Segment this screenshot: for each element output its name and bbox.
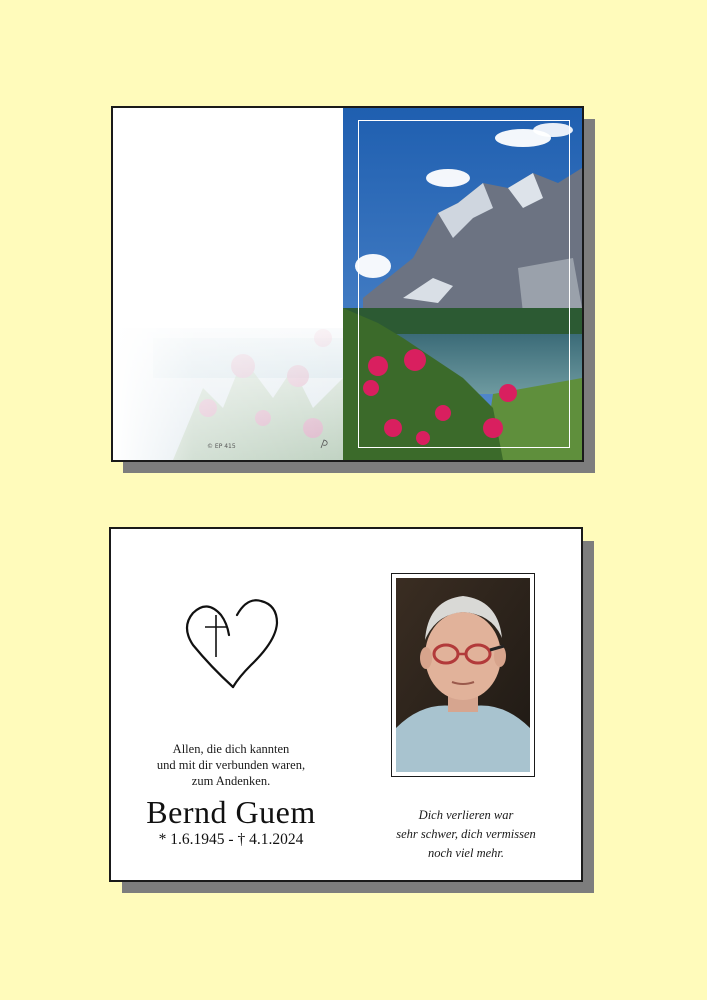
verse-line: noch viel mehr. <box>427 846 505 860</box>
verse-line: Allen, die dich kannten <box>172 742 290 756</box>
verse-line: zum Andenken. <box>191 774 271 788</box>
verse-line: Dich verlieren war <box>418 808 514 822</box>
faded-flowers-image <box>113 108 343 460</box>
card-outer-side <box>111 106 584 462</box>
card-back-panel <box>113 108 343 460</box>
verse-line: und mit dir verbunden waren, <box>156 758 306 772</box>
publisher-logo-icon <box>319 438 331 450</box>
verse-line: sehr schwer, dich vermissen <box>396 827 536 841</box>
memorial-verse-right <box>366 806 566 863</box>
photo-frame-border <box>358 120 570 448</box>
deceased-name: Bernd Guem <box>146 794 316 830</box>
card-front-panel <box>343 108 582 460</box>
portrait-photo <box>396 578 530 772</box>
memorial-verse-left <box>131 741 331 789</box>
heart-cross-icon <box>181 595 281 695</box>
card-inner-side <box>109 527 583 882</box>
copyright-label: © EP 415 <box>207 443 236 450</box>
portrait-frame <box>391 573 535 777</box>
life-dates: * 1.6.1945 - † 4.1.2024 <box>158 831 304 848</box>
